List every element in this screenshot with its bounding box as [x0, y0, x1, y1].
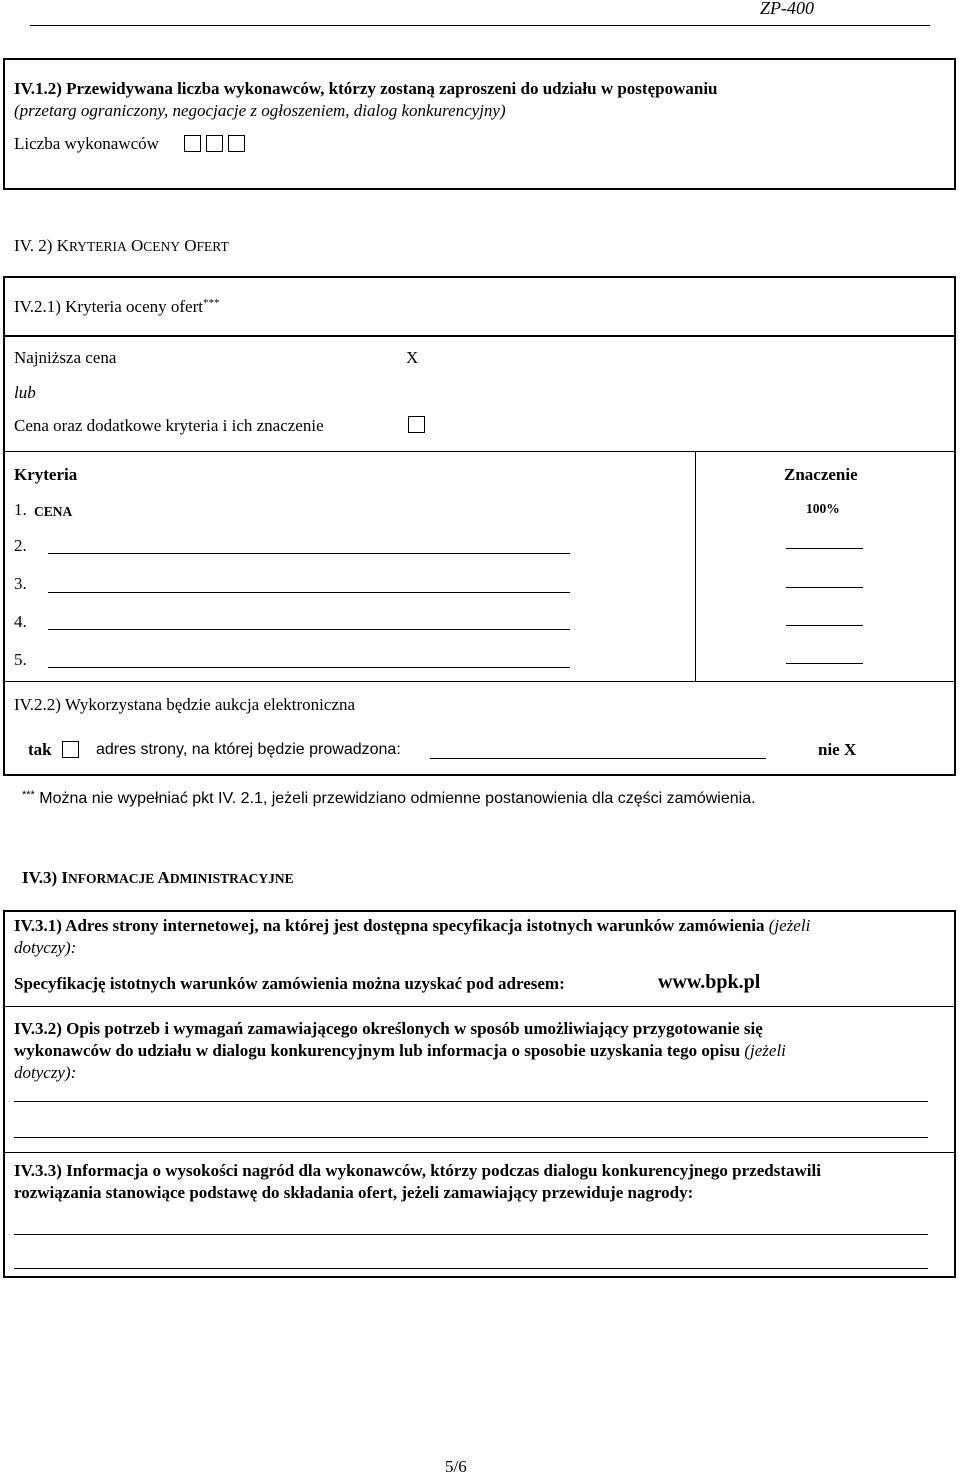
price-plus-criteria-checkbox[interactable]: [408, 416, 425, 433]
criteria-row-3-name-field[interactable]: [48, 592, 570, 593]
spec-address-label: Specyfikację istotnych warunków zamówienia można uzyskać pod adresem:: [14, 974, 565, 993]
criteria-row-2-number: 2.: [14, 536, 27, 555]
contractor-count-digit-2[interactable]: [206, 135, 223, 152]
section-iv-2-1-divider: [3, 335, 956, 337]
criteria-row-1-number: 1.: [14, 500, 27, 519]
section-iv-3-3-answer-field-2[interactable]: [14, 1268, 928, 1269]
contractor-count-label: Liczba wykonawców: [14, 134, 159, 153]
lowest-price-selected-mark[interactable]: X: [406, 348, 419, 367]
or-label: lub: [14, 383, 36, 402]
criteria-column-header: Kryteria: [14, 465, 78, 484]
section-iv-1-2-title: IV.1.2) Przewidywana liczba wykonawców, którzy zostaną zaproszeni do udziału w postępowaniu: [14, 79, 718, 98]
criteria-table-top-rule: [3, 451, 956, 452]
section-iv-3-2-line-3: dotyczy):: [14, 1063, 77, 1082]
section-iv-3-1-divider: [3, 1006, 956, 1007]
spec-address-url[interactable]: www.bpk.pl: [658, 971, 761, 993]
price-plus-criteria-label: Cena oraz dodatkowe kryteria i ich znaczenie: [14, 416, 324, 435]
contractor-count-digit-3[interactable]: [228, 135, 245, 152]
criteria-row-2-weight-field[interactable]: [786, 548, 863, 549]
auction-yes-label: tak: [28, 740, 52, 759]
section-iv-3-heading: IV.3) INFORMACJE ADMINISTRACYJNE: [22, 868, 294, 887]
criteria-row-5-name-field[interactable]: [48, 667, 570, 668]
section-iv-3-2-divider: [3, 1152, 956, 1153]
criteria-row-3-weight-field[interactable]: [786, 587, 863, 588]
criteria-row-5-weight-field[interactable]: [786, 663, 863, 664]
auction-no-selected[interactable]: nie X: [818, 740, 857, 759]
section-iv-2-heading: IV. 2) KRYTERIA OCENY OFERT: [14, 236, 229, 255]
weight-column-header: Znaczenie: [784, 465, 858, 484]
criteria-table-bottom-rule: [3, 681, 956, 682]
section-iv-3-2-answer-field-2[interactable]: [14, 1137, 928, 1138]
auction-address-label: adres strony, na której będzie prowadzona:: [96, 741, 401, 758]
criteria-row-3-number: 3.: [14, 574, 27, 593]
section-iv-3-2-answer-field-1[interactable]: [14, 1101, 928, 1102]
page-number: 5/6: [445, 1457, 467, 1476]
criteria-row-2-name-field[interactable]: [48, 553, 570, 554]
auction-yes-checkbox[interactable]: [62, 741, 79, 758]
section-iv-3-3-answer-field-1[interactable]: [14, 1234, 928, 1235]
section-iv-2-2-title: IV.2.2) Wykorzystana będzie aukcja elektroniczna: [14, 695, 356, 714]
contractor-count-digit-1[interactable]: [184, 135, 201, 152]
section-iv-3-2-line-1: IV.3.2) Opis potrzeb i wymagań zamawiającego określonych w sposób umożliwiający przygotowanie się: [14, 1019, 763, 1038]
header-rule: [30, 25, 930, 26]
section-iv-3-1-title: IV.3.1) Adres strony internetowej, na której jest dostępna specyfikacja istotnych warunków zamówienia (jeżeli: [14, 916, 811, 935]
section-iv-3-3-line-1: IV.3.3) Informacja o wysokości nagród dla wykonawców, którzy podczas dialogu konkurencyjnego przedstawili: [14, 1161, 821, 1180]
auction-address-field[interactable]: [430, 758, 766, 759]
section-iv-3-3-line-2: rozwiązania stanowiące podstawę do składania ofert, jeżeli zamawiający przewiduje nagrody:: [14, 1183, 694, 1202]
section-iv-1-2-subtitle: (przetarg ograniczony, negocjacje z ogłoszeniem, dialog konkurencyjny): [14, 101, 506, 120]
criteria-row-4-number: 4.: [14, 612, 27, 631]
criteria-row-5-number: 5.: [14, 650, 27, 669]
criteria-table-column-rule: [695, 451, 696, 681]
section-iv-3-1-title-cont: dotyczy):: [14, 938, 77, 957]
criteria-row-1-name: CENA: [34, 504, 73, 519]
criteria-row-4-name-field[interactable]: [48, 629, 570, 630]
lowest-price-label: Najniższa cena: [14, 348, 117, 367]
footnote: *** Można nie wypełniać pkt IV. 2.1, jeżeli przewidziano odmienne postanowienia dla części zamówienia.: [22, 789, 756, 807]
section-iv-2-1-title: IV.2.1) Kryteria oceny ofert***: [14, 297, 220, 316]
section-iv-1-2-box: [3, 58, 956, 190]
section-iv-3-2-line-2: wykonawców do udziału w dialogu konkurencyjnym lub informacja o sposobie uzyskania tego opisu (jeżeli: [14, 1041, 786, 1060]
document-code: ZP-400: [760, 0, 814, 18]
criteria-row-1-weight: 100%: [806, 501, 840, 516]
criteria-row-4-weight-field[interactable]: [786, 625, 863, 626]
section-iv-3-box: [3, 910, 956, 1278]
